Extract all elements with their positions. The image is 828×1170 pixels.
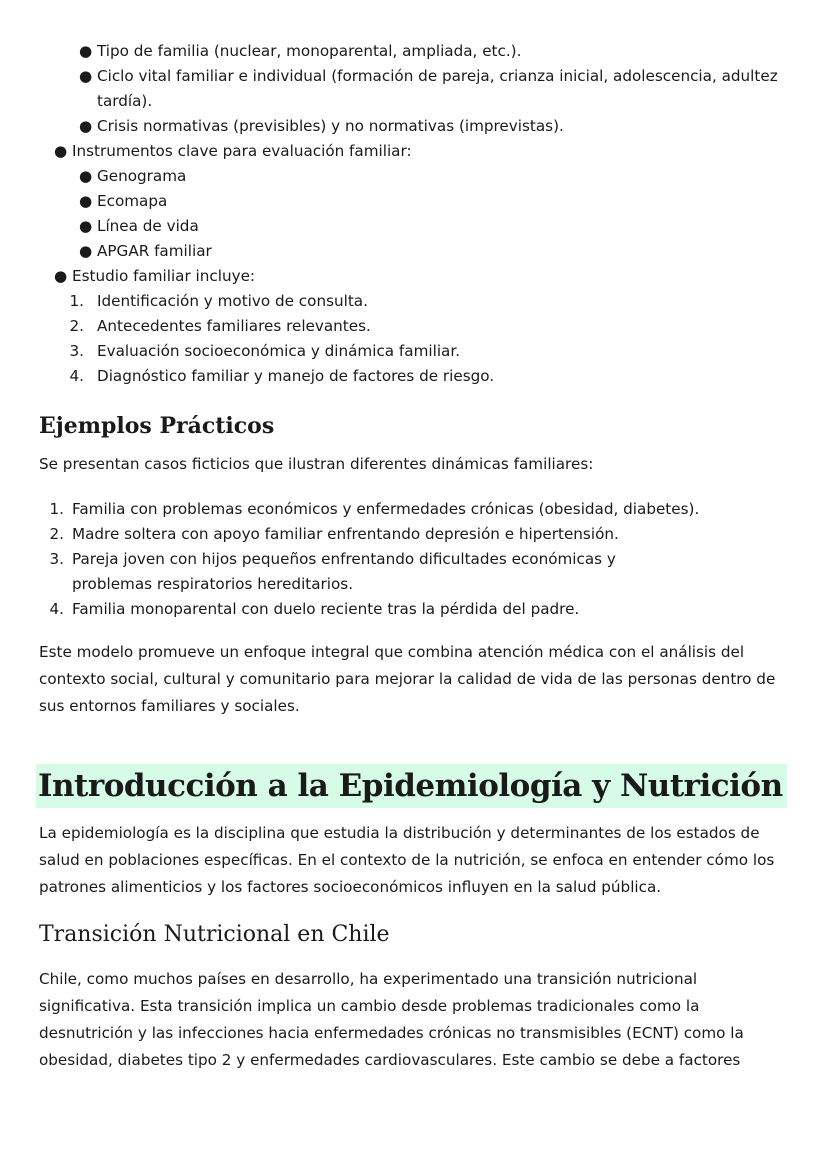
item-text: Tipo de familia (nuclear, monoparental, ampliada, etc.). [97, 42, 522, 60]
main-heading: Introducción a la Epidemiología y Nutrición [36, 764, 787, 808]
sub-heading: Transición Nutricional en Chile [39, 922, 390, 947]
item-text: Familia monoparental con duelo reciente tras la pérdida del padre. [72, 600, 580, 618]
list-item [72, 189, 788, 214]
list-item [69, 314, 788, 339]
item-number: 1. [69, 292, 84, 310]
list-item [72, 239, 788, 264]
item-text: Ecomapa [97, 192, 168, 210]
item-text: Familia con problemas económicos y enfermedades crónicas (obesidad, diabetes). [72, 500, 700, 518]
list-item [39, 522, 788, 547]
bullet-icon: ● [79, 167, 93, 185]
item-text: Pareja joven con hijos pequeños enfrentando dificultades económicas y problemas respiratorios hereditarios. [72, 550, 616, 593]
item-number: 3. [49, 550, 64, 568]
item-text: Evaluación socioeconómica y dinámica familiar. [97, 342, 461, 360]
section-heading: Ejemplos Prácticos [39, 413, 275, 439]
paragraph: Se presentan casos ficticios que ilustran diferentes dinámicas familiares: [39, 455, 594, 473]
item-text: Diagnóstico familiar y manejo de factores de riesgo. [97, 367, 495, 385]
list-item [39, 547, 788, 597]
item-text: Ciclo vital familiar e individual (formación de pareja, crianza inicial, adolescencia, adultez tardía). [97, 67, 778, 110]
bullet-icon: ● [79, 192, 93, 210]
list-item [39, 597, 788, 622]
list-item [72, 64, 788, 114]
item-text: Identificación y motivo de consulta. [97, 292, 368, 310]
list-item [72, 39, 788, 64]
item-text: Madre soltera con apoyo familiar enfrentando depresión e hipertensión. [72, 525, 619, 543]
bullet-icon: ● [79, 42, 93, 60]
nested-ordered-list [69, 289, 788, 389]
item-number: 2. [49, 525, 64, 543]
item-text: Crisis normativas (previsibles) y no normativas (imprevistas). [97, 117, 564, 135]
item-text: Instrumentos clave para evaluación familiar: [72, 142, 412, 160]
item-text: Antecedentes familiares relevantes. [97, 317, 371, 335]
list-item [72, 114, 788, 139]
item-text: APGAR familiar [97, 242, 212, 260]
item-text: Estudio familiar incluye: [72, 267, 256, 285]
list-item [69, 364, 788, 389]
bullet-icon: ● [54, 142, 68, 160]
paragraph: Chile, como muchos países en desarrollo, ha experimentado una transición nutricional significativa. Esta transición implica un cambio desde problemas tradicionales como la desnutrición y las infecciones hacia enfermedades crónicas no transmisibles (ECNT) como la obesidad, diabetes tipo 2 y enfermedades cardiovasculares. Este cambio se debe a factores [39, 970, 744, 1069]
paragraph: Este modelo promueve un enfoque integral que combina atención médica con el análisis del contexto social, cultural y comunitario para mejorar la calidad de vida de las personas dentro de sus entornos familiares y sociales. [39, 643, 776, 715]
item-number: 1. [49, 500, 64, 518]
item-number: 3. [69, 342, 84, 360]
bullet-icon: ● [79, 242, 93, 260]
item-number: 4. [69, 367, 84, 385]
list-item [69, 339, 788, 364]
item-text: Línea de vida [97, 217, 199, 235]
bullet-icon: ● [79, 217, 93, 235]
list-item [69, 289, 788, 314]
heading-wrap [39, 764, 788, 808]
nested-list [72, 164, 788, 264]
item-number: 2. [69, 317, 84, 335]
top-list [39, 0, 788, 389]
list-item [39, 39, 788, 139]
list-item-instrumentos [39, 139, 788, 264]
examples-list [39, 497, 788, 622]
nested-list [72, 39, 788, 139]
bullet-icon: ● [79, 117, 93, 135]
bullet-icon: ● [79, 67, 93, 85]
paragraph: La epidemiología es la disciplina que estudia la distribución y determinantes de los estados de salud en poblaciones específicas. En el contexto de la nutrición, se enfoca en entender cómo los patrones alimenticios y los factores socioeconómicos influyen en la salud pública. [39, 824, 775, 896]
list-item-estudio [39, 264, 788, 389]
list-item [72, 214, 788, 239]
bullet-icon: ● [54, 267, 68, 285]
item-text: Genograma [97, 167, 187, 185]
list-item [72, 164, 788, 189]
list-item [39, 497, 788, 522]
item-number: 4. [49, 600, 64, 618]
